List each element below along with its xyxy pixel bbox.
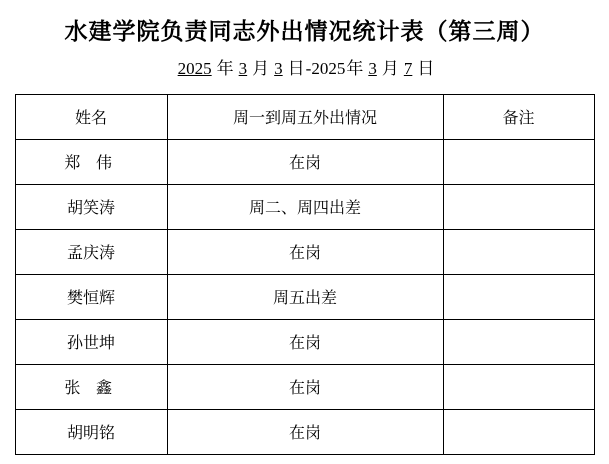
cell-status: 在岗 xyxy=(167,319,443,364)
table-body xyxy=(15,94,594,454)
start-day-label: 日 xyxy=(287,58,305,78)
column-header-status: 周一到周五外出情况 xyxy=(167,94,443,139)
end-year-label: 年 xyxy=(346,58,364,78)
start-year-label: 年 xyxy=(216,58,234,78)
table-row xyxy=(15,409,594,454)
cell-name: 樊恒辉 xyxy=(15,274,167,319)
end-day-label: 日 xyxy=(417,58,435,78)
date-range-dash: - xyxy=(305,58,312,78)
cell-status: 在岗 xyxy=(167,229,443,274)
cell-remark xyxy=(443,364,594,409)
end-day-value: 7 xyxy=(403,58,413,78)
document-page xyxy=(0,18,609,464)
cell-name: 郑 伟 xyxy=(15,139,167,184)
cell-remark xyxy=(443,229,594,274)
start-year-value: 2025 xyxy=(177,58,212,78)
cell-remark xyxy=(443,274,594,319)
cell-remark xyxy=(443,184,594,229)
start-month-value: 3 xyxy=(238,58,248,78)
table-row xyxy=(15,364,594,409)
cell-name: 孟庆涛 xyxy=(15,229,167,274)
start-month-label: 月 xyxy=(252,58,270,78)
cell-remark xyxy=(443,319,594,364)
table-header-row xyxy=(15,94,594,139)
column-header-name: 姓名 xyxy=(15,94,167,139)
date-range-line xyxy=(0,58,609,80)
cell-status: 周五出差 xyxy=(167,274,443,319)
cell-name: 孙世坤 xyxy=(15,319,167,364)
cell-remark xyxy=(443,139,594,184)
end-month-value: 3 xyxy=(368,58,377,78)
start-day-value: 3 xyxy=(274,58,283,78)
cell-remark xyxy=(443,409,594,454)
outing-status-table xyxy=(15,94,595,455)
cell-name: 张 鑫 xyxy=(15,364,167,409)
cell-name: 胡笑涛 xyxy=(15,184,167,229)
cell-status: 周二、周四出差 xyxy=(167,184,443,229)
table-row xyxy=(15,319,594,364)
cell-status: 在岗 xyxy=(167,139,443,184)
cell-status: 在岗 xyxy=(167,364,443,409)
column-header-remark: 备注 xyxy=(443,94,594,139)
table-row xyxy=(15,184,594,229)
table-row xyxy=(15,274,594,319)
table-row xyxy=(15,229,594,274)
table-row xyxy=(15,139,594,184)
end-year-value: 2025 xyxy=(311,58,346,78)
cell-status: 在岗 xyxy=(167,409,443,454)
cell-name: 胡明铭 xyxy=(15,409,167,454)
page-title: 水建学院负责同志外出情况统计表（第三周） xyxy=(64,18,545,44)
end-month-label: 月 xyxy=(381,58,399,78)
